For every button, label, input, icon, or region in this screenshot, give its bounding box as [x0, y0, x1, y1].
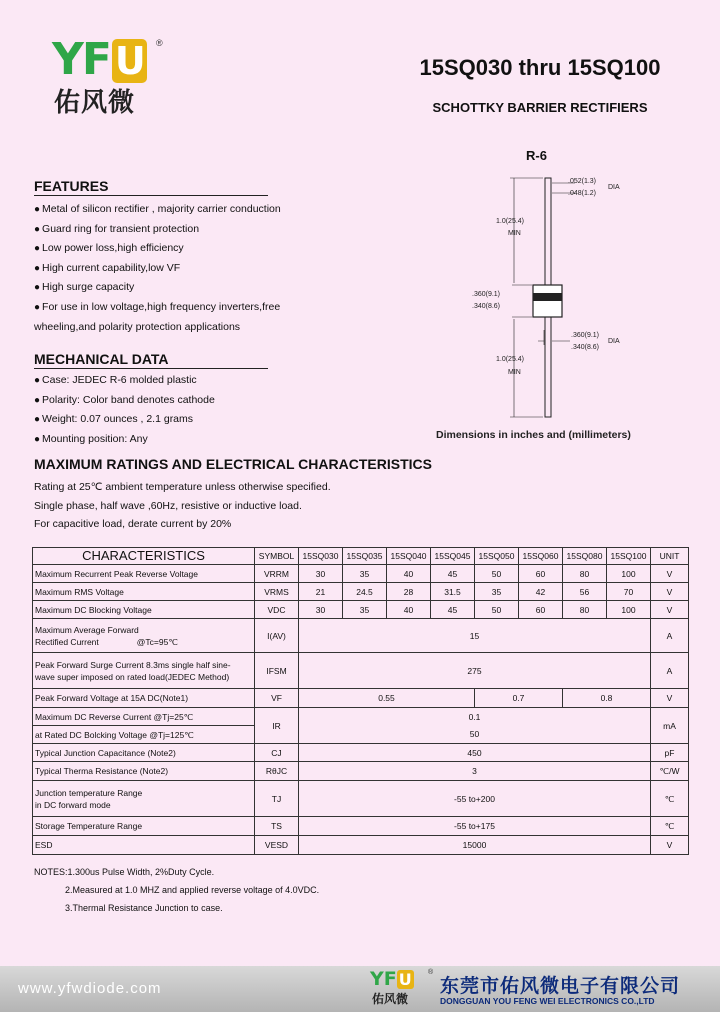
ratings-line: For capacitive load, derate current by 20% — [34, 518, 232, 531]
column-header: 15SQ050 — [475, 548, 519, 565]
cell: -55 to+175 — [299, 817, 651, 836]
row-symbol: TJ — [255, 781, 299, 817]
footnote: NOTES:1.300us Pulse Width, 2%Duty Cycle. — [34, 867, 215, 877]
cell: 100 — [607, 601, 651, 619]
cell: 60 — [519, 565, 563, 583]
cell: 0.8 — [563, 689, 651, 708]
row-unit: A — [651, 653, 689, 689]
cell: 50 — [299, 726, 651, 744]
body-length-max: .360(9.1) — [472, 291, 501, 298]
row-unit: mA — [651, 708, 689, 744]
row-symbol: IFSM — [255, 653, 299, 689]
row-label: Maximum DC Blocking Voltage — [33, 601, 255, 619]
cell: 30 — [299, 565, 343, 583]
page-footer — [0, 966, 720, 1012]
row-symbol: VESD — [255, 836, 299, 855]
lead-dia-label: DIA — [608, 184, 620, 191]
package-outline-drawing — [440, 145, 680, 445]
table-row — [33, 726, 689, 744]
cell: 42 — [519, 583, 563, 601]
footer-company-chinese: 东莞市佑风微电子有限公司 — [440, 975, 681, 997]
cell: 28 — [387, 583, 431, 601]
row-unit: V — [651, 583, 689, 601]
cell: 80 — [563, 601, 607, 619]
footnotes — [34, 863, 319, 917]
feature-item: ● Low power loss,high efficiency — [34, 239, 281, 259]
row-symbol: VRMS — [255, 583, 299, 601]
table-row — [33, 817, 689, 836]
ratings-notes — [34, 478, 331, 534]
row-label: Maximum RMS Voltage — [33, 583, 255, 601]
row-symbol: VDC — [255, 601, 299, 619]
row-unit: V — [651, 601, 689, 619]
table-row — [33, 583, 689, 601]
row-label-line — [35, 636, 252, 648]
cell: 31.5 — [431, 583, 475, 601]
logo-mark: YF U — [52, 38, 147, 83]
characteristics-table — [32, 547, 688, 855]
row-label — [33, 653, 255, 689]
lead-dia-min: .048(1.2) — [568, 190, 597, 197]
column-header: 15SQ045 — [431, 548, 475, 565]
row-symbol: VF — [255, 689, 299, 708]
footer-url[interactable]: www.yfwdiode.com — [18, 980, 162, 997]
diagram-caption: Dimensions in inches and (millimeters) — [436, 429, 631, 441]
footer-company-english: DONGGUAN YOU FENG WEI ELECTRONICS CO.,LTD — [440, 996, 655, 1006]
footer-registered-mark: ® — [428, 969, 434, 976]
row-symbol: CJ — [255, 744, 299, 762]
mechanical-item: ● Weight: 0.07 ounces , 2.1 grams — [34, 410, 215, 430]
row-label: Storage Temperature Range — [33, 817, 255, 836]
cell: 3 — [299, 762, 651, 781]
ratings-line: Single phase, half wave ,60Hz, resistive or inductive load. — [34, 499, 302, 512]
cell: 40 — [387, 601, 431, 619]
cell: 15 — [299, 619, 651, 653]
page-subtitle: SCHOTTKY BARRIER RECTIFIERS — [432, 100, 648, 115]
table-row — [33, 653, 689, 689]
row-label — [33, 781, 255, 817]
table-row — [33, 781, 689, 817]
cell: 80 — [563, 565, 607, 583]
cell: 24.5 — [343, 583, 387, 601]
cell: 0.55 — [299, 689, 475, 708]
company-logo — [52, 34, 164, 118]
footer-logo-mark: YF U — [370, 968, 412, 990]
feature-item: ● High current capability,low VF — [34, 259, 281, 279]
row-unit: V — [651, 565, 689, 583]
cell: 50 — [475, 565, 519, 583]
table-row — [33, 601, 689, 619]
lead-length-bottom-min: MIN — [508, 369, 521, 376]
row-unit: V — [651, 689, 689, 708]
row-unit: V — [651, 836, 689, 855]
mechanical-item: ● Polarity: Color band denotes cathode — [34, 391, 215, 411]
cell: 70 — [607, 583, 651, 601]
row-symbol: VRRM — [255, 565, 299, 583]
row-condition: @Tc=95℃ — [136, 636, 178, 647]
cell: 35 — [475, 583, 519, 601]
mechanical-divider — [34, 368, 268, 369]
row-label: Maximum Recurrent Peak Reverse Voltage — [33, 565, 255, 583]
row-label: Typical Therma Resistance (Note2) — [33, 762, 255, 781]
table-row — [33, 565, 689, 583]
lead-length-bottom: 1.0(25.4) — [496, 356, 525, 363]
table-row — [33, 619, 689, 653]
body-dia-label: DIA — [608, 338, 620, 345]
footnote: 2.Measured at 1.0 MHZ and applied reverse voltage of 4.0VDC. — [65, 885, 320, 895]
logo-chinese: 佑风微 — [54, 88, 136, 118]
column-header: CHARACTERISTICS — [33, 548, 255, 565]
column-header: SYMBOL — [255, 548, 299, 565]
cell: 15000 — [299, 836, 651, 855]
row-label-line: Maximum Average Forward — [35, 624, 139, 635]
cell: -55 to+200 — [299, 781, 651, 817]
cell: 35 — [343, 601, 387, 619]
feature-item: ● For use in low voltage,high frequency inverters,free — [34, 298, 281, 318]
features-divider — [34, 195, 268, 196]
cell: 45 — [431, 565, 475, 583]
body-length-min: .340(8.6) — [472, 303, 501, 310]
page-title: 15SQ030 thru 15SQ100 — [419, 55, 661, 80]
row-label-line: in DC forward mode — [35, 799, 111, 810]
cell: 0.1 — [299, 708, 651, 726]
row-symbol: TS — [255, 817, 299, 836]
ratings-line: Rating at 25℃ ambient temperature unless otherwise specified. — [34, 481, 331, 493]
row-symbol: IR — [255, 708, 299, 744]
package-name: R-6 — [526, 148, 547, 163]
row-label: at Rated DC Bolcking Voltage @Tj=125℃ — [33, 726, 255, 744]
lead-dia-max: .052(1.3) — [568, 178, 597, 185]
row-label: Typical Junction Capacitance (Note2) — [33, 744, 255, 762]
row-unit: pF — [651, 744, 689, 762]
row-label — [33, 619, 255, 653]
mechanical-title: MECHANICAL DATA — [34, 351, 169, 367]
column-header: UNIT — [651, 548, 689, 565]
row-label: Maximum DC Reverse Current @Tj=25℃ — [33, 708, 255, 726]
cell: 21 — [299, 583, 343, 601]
cell: 35 — [343, 565, 387, 583]
feature-item: ● Guard ring for transient protection — [34, 220, 281, 240]
table-row — [33, 689, 689, 708]
cell: 100 — [607, 565, 651, 583]
body-dia-min: .340(8.6) — [571, 344, 600, 351]
table-row — [33, 708, 689, 726]
mechanical-item: ● Mounting position: Any — [34, 430, 215, 450]
body-dia-max: .360(9.1) — [571, 332, 600, 339]
table-row — [33, 744, 689, 762]
feature-item: ● Metal of silicon rectifier , majority carrier conduction — [34, 200, 281, 220]
cell: 50 — [475, 601, 519, 619]
cell: 275 — [299, 653, 651, 689]
package-diagram — [440, 145, 680, 445]
row-label-text: Rectified Current — [35, 636, 99, 647]
cell: 60 — [519, 601, 563, 619]
footnote: 3.Thermal Resistance Junction to case. — [65, 903, 223, 913]
column-header: 15SQ030 — [299, 548, 343, 565]
row-unit: ℃ — [651, 781, 689, 817]
row-label: Peak Forward Voltage at 15A DC(Note1) — [33, 689, 255, 708]
row-symbol: RθJC — [255, 762, 299, 781]
cell: 40 — [387, 565, 431, 583]
lead-length-top-min: MIN — [508, 230, 521, 237]
row-label-line: wave super imposed on rated load(JEDEC Method) — [35, 671, 230, 682]
footer-logo-chinese: 佑风微 — [372, 992, 409, 1006]
ratings-title: MAXIMUM RATINGS AND ELECTRICAL CHARACTERISTICS — [34, 456, 432, 472]
lead-length-top: 1.0(25.4) — [496, 218, 525, 225]
row-unit: ℃ — [651, 817, 689, 836]
cell: 56 — [563, 583, 607, 601]
mechanical-item: ● Case: JEDEC R-6 molded plastic — [34, 371, 215, 391]
features-list — [34, 200, 281, 336]
cell: 30 — [299, 601, 343, 619]
table-header-row — [33, 548, 689, 565]
column-header: 15SQ100 — [607, 548, 651, 565]
row-unit: ℃/W — [651, 762, 689, 781]
column-header: 15SQ080 — [563, 548, 607, 565]
cell: 45 — [431, 601, 475, 619]
row-label-line: Peak Forward Surge Current 8.3ms single half sine- — [35, 659, 231, 670]
column-header: 15SQ040 — [387, 548, 431, 565]
table-row — [33, 836, 689, 855]
features-title: FEATURES — [34, 178, 109, 194]
row-symbol: I(AV) — [255, 619, 299, 653]
feature-item-continuation: wheeling,and polarity protection applications — [34, 320, 241, 333]
cell: 450 — [299, 744, 651, 762]
row-unit: A — [651, 619, 689, 653]
cell: 0.7 — [475, 689, 563, 708]
registered-mark: ® — [156, 38, 163, 48]
feature-item: ● High surge capacity — [34, 278, 281, 298]
column-header: 15SQ035 — [343, 548, 387, 565]
mechanical-list — [34, 371, 215, 449]
row-label-line: Junction temperature Range — [35, 787, 143, 798]
column-header: 15SQ060 — [519, 548, 563, 565]
table-row — [33, 762, 689, 781]
row-label: ESD — [33, 836, 255, 855]
